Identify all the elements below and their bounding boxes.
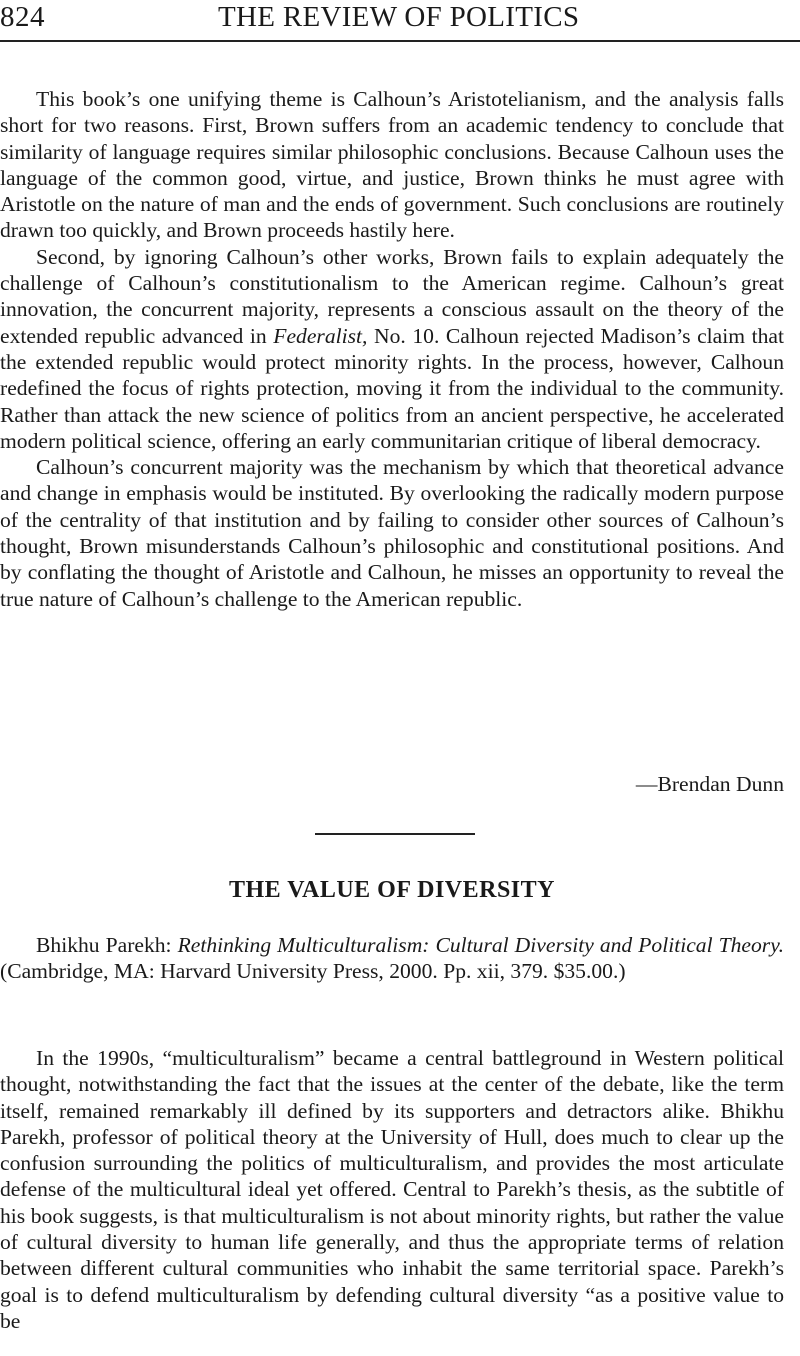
paragraph: This book’s one unifying theme is Calhoun’s Aristotelianism, and the analysis falls short for two reasons. First, Brown suffers from an academic tendency to conclude that similarity of language requires similar philosophic conclusions. Because Calhoun uses the language of the common good, virtue, and justice, Brown thinks he must agree with Aristotle on the nature of man and the ends of government. Such conclusions are routinely drawn too quickly, and Brown proceeds hastily here.	[0, 87, 784, 243]
review-title: THE VALUE OF DIVERSITY	[229, 877, 555, 903]
paragraph: Calhoun’s concurrent majority was the mechanism by which that theoretical advance and change in emphasis would be instituted. By overlooking the radically modern purpose of the centrality of that institution and by failing to consider other sources of Calhoun’s thought, Brown misunderstands Calhoun’s philosophic and constitutional positions. And by conflating the thought of Aristotle and Calhoun, he misses an opportunity to reveal the true nature of Calhoun’s challenge to the American republic.	[0, 455, 784, 611]
review-body-value-of-diversity	[0, 1045, 784, 1334]
running-head: THE REVIEW OF POLITICS	[218, 1, 580, 33]
italic-title: Federalist,	[273, 323, 368, 348]
citation-book-title: Rethinking Multiculturalism: Cultural Diversity and Political Theory.	[177, 933, 784, 957]
citation-details: (Cambridge, MA: Harvard University Press, 2000. Pp. xii, 379. $35.00.)	[0, 959, 626, 984]
paragraph-text: Second, by ignoring Calhoun’s other works, Brown fails to explain adequately the challenge of Calhoun’s constitutionalism to the American regime. Calhoun’s great innovation, the concurrent majority, represents a conscious assault on the theory of the extended republic advanced in	[0, 244, 784, 348]
review-body-brendan-dunn	[0, 86, 784, 612]
paragraph	[0, 244, 784, 454]
reviewer-signature: —Brendan Dunn	[635, 772, 784, 796]
book-citation	[0, 932, 784, 985]
paragraph-text: No. 10. Calhoun rejected Madison’s claim that the extended republic would protect minority rights. In the process, however, Calhoun redefined the focus of rights protection, moving it from the individual to the community. Rather than attack the new science of politics from an ancient perspective, he accelerated modern political science, offering an early communitarian critique of liberal democracy.	[0, 323, 784, 453]
section-divider	[315, 833, 475, 835]
page-number: 824	[0, 1, 45, 33]
paragraph: In the 1990s, “multiculturalism” became a central battleground in Western political thought, notwithstanding the fact that the issues at the center of the debate, like the term itself, remained remarkably ill defined by its supporters and detractors alike. Bhikhu Parekh, professor of political theory at the University of Hull, does much to clear up the confusion surrounding the politics of multiculturalism, and provides the most articulate defense of the multicultural ideal yet offered. Central to Parekh’s thesis, as the subtitle of his book suggests, is that multiculturalism is not about minority rights, but rather the value of cultural diversity to human life generally, and thus the appropriate terms of relation between different cultural communities who inhabit the same territorial space. Parekh’s goal is to defend multiculturalism by defending cultural diversity “as a positive value to be	[0, 1046, 784, 1333]
citation-author: Bhikhu Parekh:	[36, 933, 178, 957]
page-header	[0, 0, 800, 42]
